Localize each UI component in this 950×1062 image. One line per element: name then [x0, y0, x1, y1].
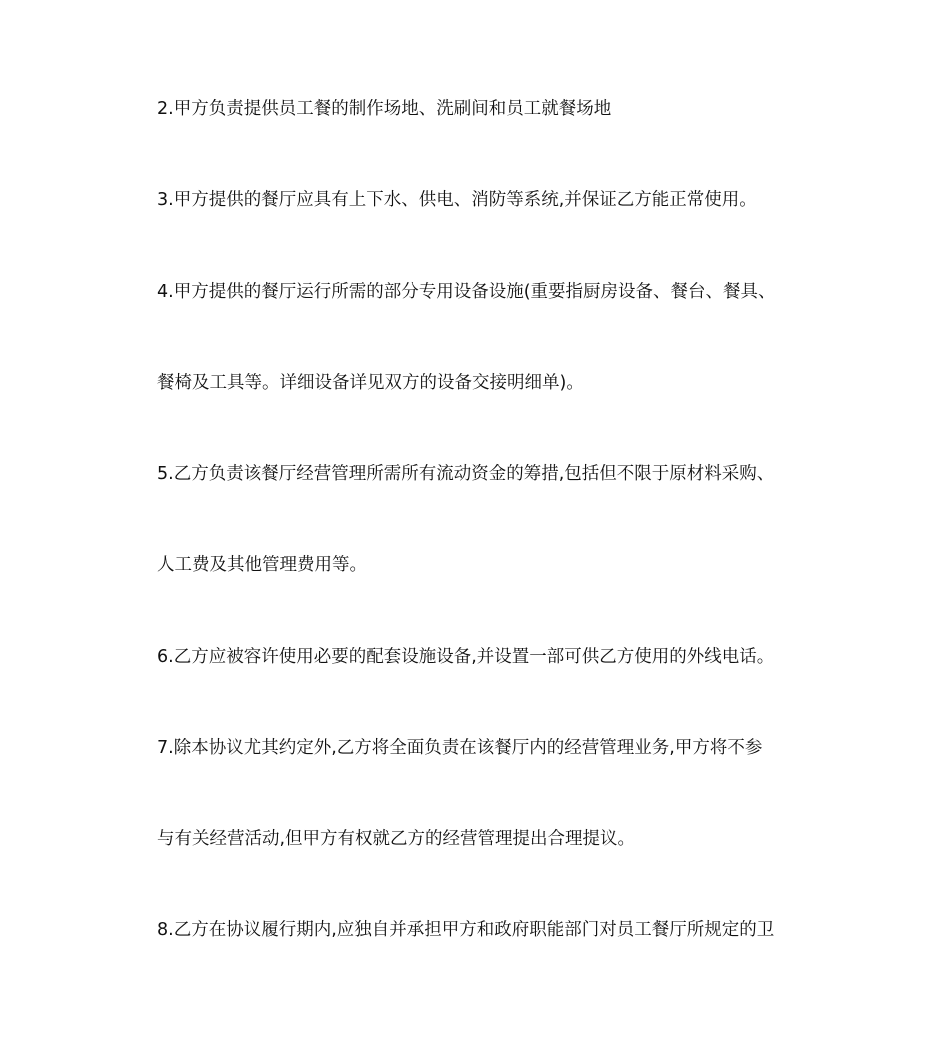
clause-4-line-2: 餐椅及工具等。详细设备详见双方的设备交接明细单)。: [157, 373, 584, 393]
clause-5-line-2: 人工费及其他管理费用等。: [157, 555, 367, 575]
clause-2-line-1: 2.甲方负责提供员工餐的制作场地、洗刷间和员工就餐场地: [157, 99, 612, 119]
clause-7-line-1: 7.除本协议尤其约定外,乙方将全面负责在该餐厅内的经营管理业务,甲方将不参: [157, 738, 763, 758]
clause-5-line-1: 5.乙方负责该餐厅经营管理所需所有流动资金的筹措,包括但不限于原材料采购、: [157, 464, 775, 484]
clause-3-line-1: 3.甲方提供的餐厅应具有上下水、供电、消防等系统,并保证乙方能正常使用。: [157, 190, 757, 210]
clause-8-line-1: 8.乙方在协议履行期内,应独自并承担甲方和政府职能部门对员工餐厅所规定的卫: [157, 920, 775, 940]
clause-4-line-1: 4.甲方提供的餐厅运行所需的部分专用设备设施(重要指厨房设备、餐台、餐具、: [157, 282, 776, 302]
clause-7-line-2: 与有关经营活动,但甲方有权就乙方的经营管理提出合理提议。: [157, 829, 636, 849]
clause-6-line-1: 6.乙方应被容许使用必要的配套设施设备,并设置一部可供乙方使用的外线电话。: [157, 647, 775, 667]
